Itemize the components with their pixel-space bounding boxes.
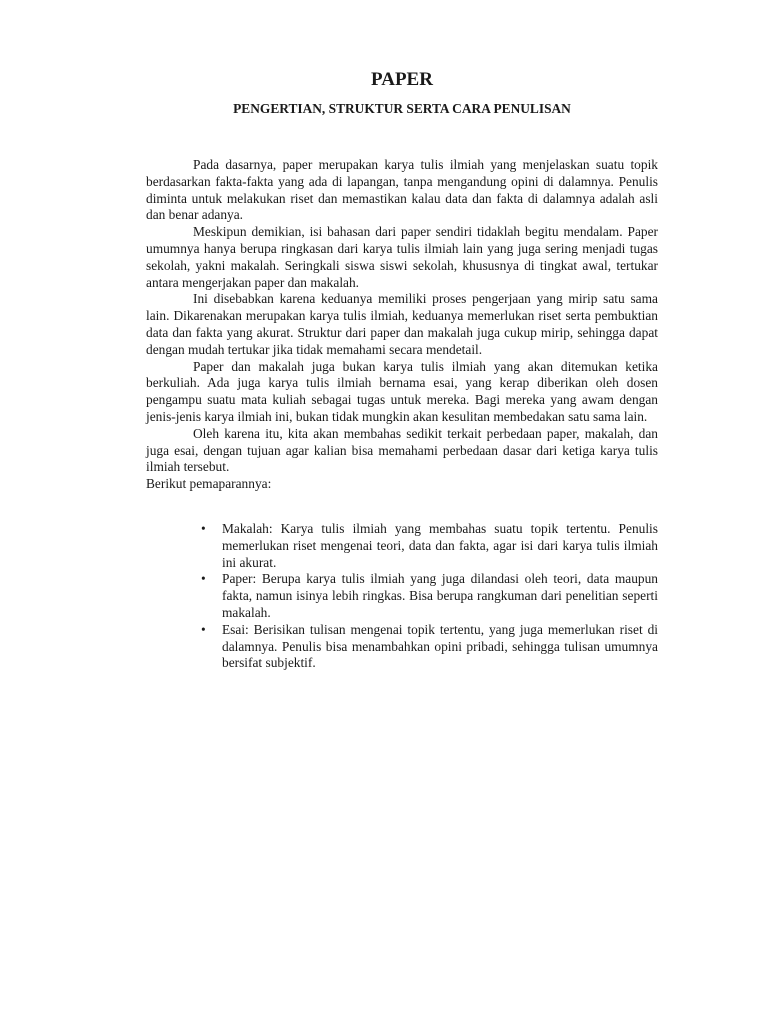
list-item-text: Paper: Berupa karya tulis ilmiah yang juga dilandasi oleh teori, data maupun fakta, namun isinya lebih ringkas. Bisa berupa rangkuman dari penelitian seperti makalah. [222, 571, 658, 620]
document-title: PAPER [371, 69, 433, 90]
paragraph-3: Ini disebabkan karena keduanya memiliki proses pengerjaan yang mirip satu sama lain. Dikarenakan merupakan karya tulis ilmiah, keduanya memerlukan riset serta pembuktian data dan fakta yang akurat. Struktur dari paper dan makalah juga cukup mirip, sehingga dapat dengan mudah tertukar jika tidak memahami secara mendetail. [146, 291, 658, 357]
list-item [201, 621, 658, 672]
list-item [201, 520, 658, 571]
paragraph-4: Paper dan makalah juga bukan karya tulis ilmiah yang akan ditemukan ketika berkuliah. Ada juga karya tulis ilmiah bernama esai, yang kerap diberikan oleh dosen pengampu suatu mata kuliah sebagai tugas untuk mereka. Bagi mereka yang awam dengan jenis-jenis karya ilmiah ini, bukan tidak mungkin akan kesulitan membedakan satu sama lain. [146, 358, 658, 424]
paragraph-5: Oleh karena itu, kita akan membahas sedikit terkait perbedaan paper, makalah, dan juga esai, dengan tujuan agar kalian bisa memahami perbedaan dasar dari ketiga karya tulis ilmiah tersebut. [146, 425, 658, 475]
document-subtitle: PENGERTIAN, STRUKTUR SERTA CARA PENULISAN [233, 101, 571, 116]
list-item-text: Makalah: Karya tulis ilmiah yang membahas suatu topik tertentu. Penulis memerlukan riset mengenai teori, data dan fakta, agar isi dari karya tulis ilmiah ini akurat. [222, 520, 658, 570]
paragraph-1: Pada dasarnya, paper merupakan karya tulis ilmiah yang menjelaskan suatu topik berdasarkan fakta-fakta yang ada di lapangan, tanpa mengandung opini di dalamnya. Penulis diminta untuk melakukan riset dan memastikan kalau data dan fakta di dalamnya adalah asli dan benar adanya. [146, 157, 658, 223]
bullet-icon: • [201, 621, 206, 637]
bullet-icon: • [201, 520, 206, 536]
bullet-list [146, 521, 658, 672]
document-body [146, 157, 658, 493]
list-item [201, 571, 658, 621]
paragraph-2: Meskipun demikian, isi bahasan dari paper sendiri tidaklah begitu mendalam. Paper umumnya hanya berupa ringkasan dari karya tulis ilmiah lain yang juga sering menjadi tugas sekolah, yakni makalah. Seringkali siswa siswi sekolah, khususnya di tingkat awal, tertukar antara mengerjakan paper dan makalah. [146, 224, 658, 290]
bullet-icon: • [201, 571, 206, 587]
list-item-text: Esai: Berisikan tulisan mengenai topik tertentu, yang juga memerlukan riset di dalamnya. Penulis bisa menambahkan opini pribadi, sehingga tulisan umumnya bersifat subjektif. [222, 621, 658, 671]
document-page [146, 68, 658, 672]
lead-in-text: Berikut pemaparannya: [146, 476, 272, 492]
